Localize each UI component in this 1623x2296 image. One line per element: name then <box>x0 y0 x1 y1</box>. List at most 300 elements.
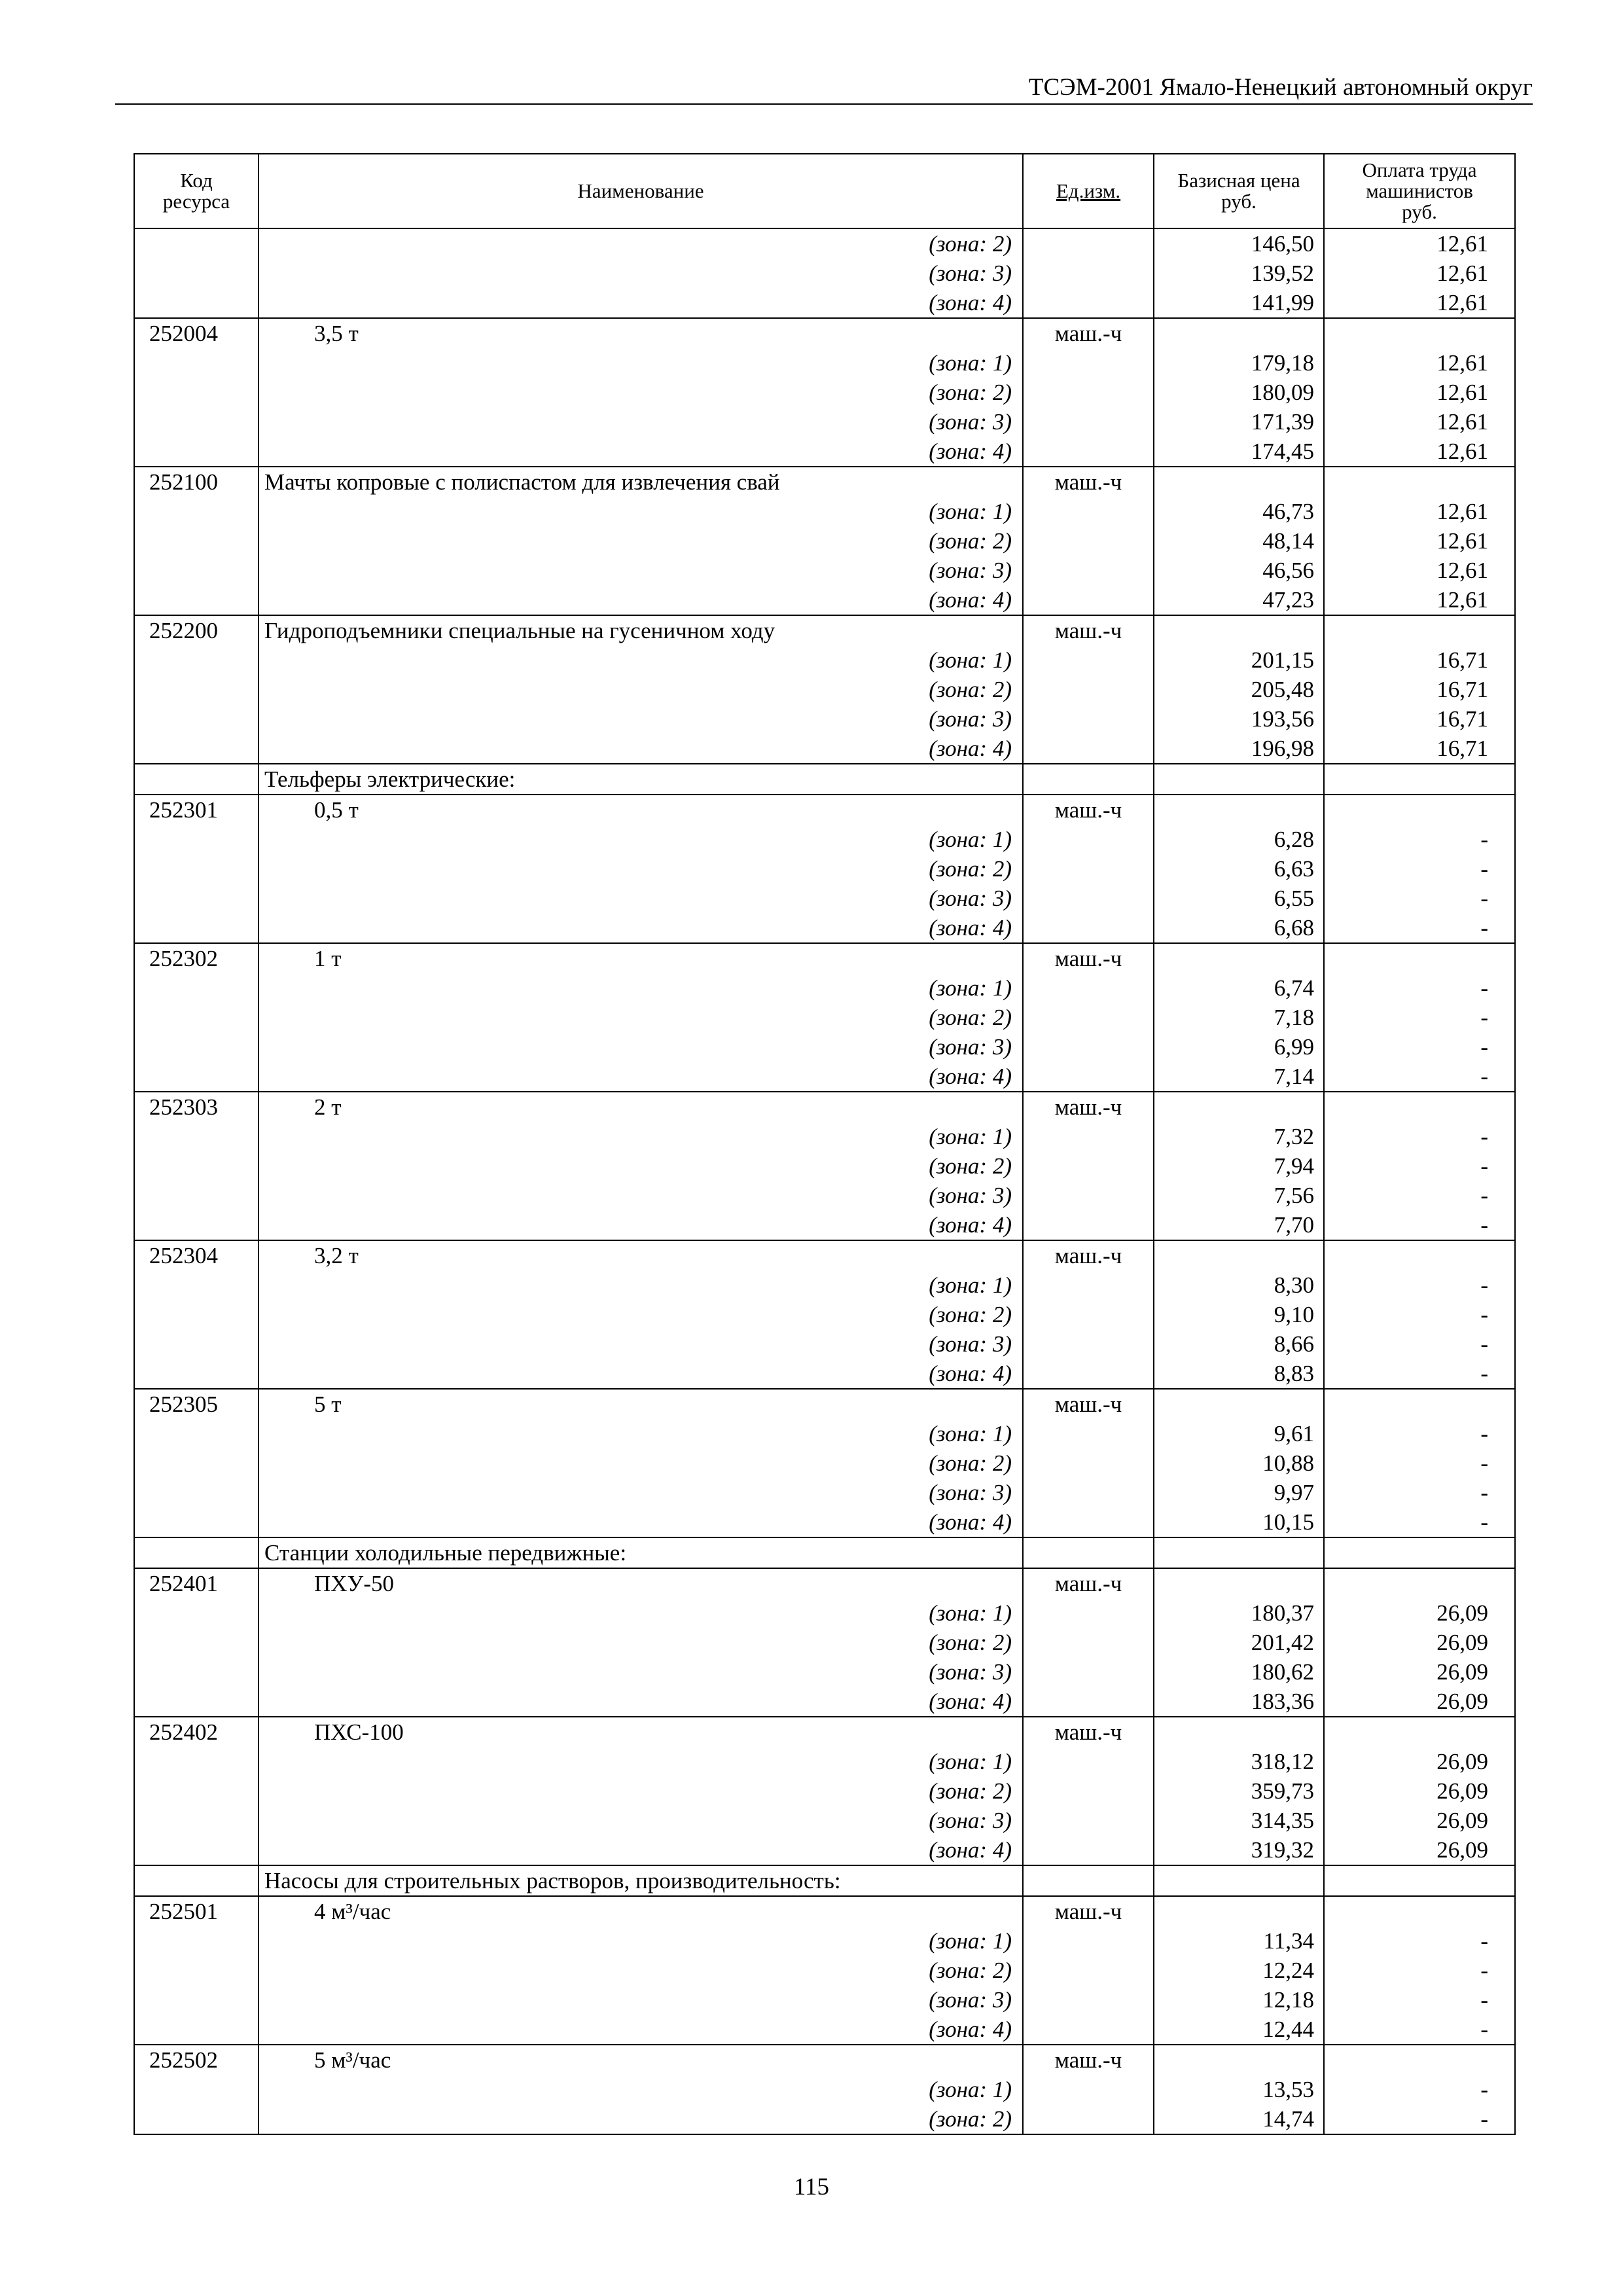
cell-code <box>134 437 259 467</box>
cell-code <box>134 556 259 585</box>
table-row <box>134 556 1515 585</box>
cell-name: (зона: 3) <box>259 556 1023 585</box>
cell-code <box>134 348 259 378</box>
cell-name: (зона: 4) <box>259 2015 1023 2045</box>
cell-unit <box>1023 645 1154 675</box>
cell-price: 7,70 <box>1154 1210 1324 1240</box>
table-row <box>134 378 1515 407</box>
cell-name: (зона: 2) <box>259 1956 1023 1985</box>
cell-price <box>1154 1240 1324 1270</box>
table-row <box>134 854 1515 884</box>
cell-code <box>134 407 259 437</box>
cell-code <box>134 1062 259 1092</box>
cell-unit <box>1023 884 1154 913</box>
cell-price: 9,61 <box>1154 1419 1324 1448</box>
cell-code <box>134 2075 259 2104</box>
cell-unit: маш.-ч <box>1023 1389 1154 1419</box>
table-row <box>134 1598 1515 1628</box>
table-body <box>134 228 1515 2134</box>
table-row <box>134 1270 1515 1300</box>
cell-price: 7,14 <box>1154 1062 1324 1092</box>
cell-code <box>134 1657 259 1687</box>
cell-unit: маш.-ч <box>1023 1717 1154 1747</box>
cell-unit <box>1023 1956 1154 1985</box>
table-row <box>134 795 1515 825</box>
cell-code <box>134 1032 259 1062</box>
cell-pay: - <box>1324 973 1515 1003</box>
table-row <box>134 1181 1515 1210</box>
table-row <box>134 585 1515 615</box>
cell-pay: - <box>1324 2015 1515 2045</box>
cell-name: (зона: 3) <box>259 1806 1023 1835</box>
cell-name: (зона: 4) <box>259 585 1023 615</box>
cell-pay: 12,61 <box>1324 288 1515 318</box>
cell-unit: маш.-ч <box>1023 467 1154 497</box>
cell-name: (зона: 4) <box>259 913 1023 943</box>
cell-name: (зона: 1) <box>259 497 1023 526</box>
cell-unit <box>1023 1478 1154 1507</box>
cell-name: (зона: 1) <box>259 348 1023 378</box>
cell-name: (зона: 3) <box>259 1181 1023 1210</box>
cell-name: (зона: 1) <box>259 825 1023 854</box>
machine-price-table <box>134 153 1516 2135</box>
cell-pay: - <box>1324 2104 1515 2134</box>
cell-price: 14,74 <box>1154 2104 1324 2134</box>
table-row <box>134 467 1515 497</box>
cell-price: 146,50 <box>1154 228 1324 259</box>
cell-unit <box>1023 1537 1154 1568</box>
cell-name: Тельферы электрические: <box>259 764 1023 795</box>
header-rule <box>115 103 1533 105</box>
cell-pay: - <box>1324 1181 1515 1210</box>
table-row <box>134 318 1515 348</box>
table-row <box>134 884 1515 913</box>
table-row <box>134 1151 1515 1181</box>
cell-name: (зона: 4) <box>259 1359 1023 1389</box>
cell-code <box>134 734 259 764</box>
cell-pay: - <box>1324 1448 1515 1478</box>
cell-name: 0,5 т <box>259 795 1023 825</box>
cell-code <box>134 1478 259 1507</box>
table-row <box>134 2015 1515 2045</box>
table-row <box>134 675 1515 704</box>
table-row <box>134 913 1515 943</box>
cell-unit <box>1023 437 1154 467</box>
cell-code <box>134 585 259 615</box>
cell-price: 8,30 <box>1154 1270 1324 1300</box>
cell-code <box>134 913 259 943</box>
cell-unit <box>1023 2075 1154 2104</box>
cell-price <box>1154 318 1324 348</box>
cell-price: 318,12 <box>1154 1747 1324 1776</box>
cell-unit: маш.-ч <box>1023 1568 1154 1598</box>
cell-code <box>134 1985 259 2015</box>
table-row <box>134 1717 1515 1747</box>
cell-unit <box>1023 1628 1154 1657</box>
cell-code <box>134 1926 259 1956</box>
cell-code <box>134 1151 259 1181</box>
cell-unit <box>1023 1985 1154 2015</box>
cell-code <box>134 1003 259 1032</box>
cell-pay: - <box>1324 1151 1515 1181</box>
cell-code <box>134 675 259 704</box>
cell-pay: 12,61 <box>1324 437 1515 467</box>
cell-code: 252502 <box>134 2045 259 2075</box>
cell-unit <box>1023 1507 1154 1537</box>
cell-pay: - <box>1324 825 1515 854</box>
cell-pay: 26,09 <box>1324 1806 1515 1835</box>
cell-pay <box>1324 795 1515 825</box>
cell-name: (зона: 1) <box>259 1598 1023 1628</box>
table-row <box>134 1419 1515 1448</box>
cell-price: 6,63 <box>1154 854 1324 884</box>
cell-pay: - <box>1324 1062 1515 1092</box>
table-row <box>134 228 1515 259</box>
cell-unit <box>1023 288 1154 318</box>
cell-pay <box>1324 1092 1515 1122</box>
cell-name: (зона: 4) <box>259 1062 1023 1092</box>
cell-pay <box>1324 1537 1515 1568</box>
cell-code <box>134 1747 259 1776</box>
cell-price: 6,74 <box>1154 973 1324 1003</box>
cell-code <box>134 645 259 675</box>
cell-unit <box>1023 825 1154 854</box>
cell-pay: 26,09 <box>1324 1657 1515 1687</box>
cell-pay <box>1324 764 1515 795</box>
cell-name: (зона: 2) <box>259 1776 1023 1806</box>
column-header-unit: Ед.изм. <box>1023 154 1154 228</box>
cell-code <box>134 1537 259 1568</box>
cell-name: (зона: 1) <box>259 645 1023 675</box>
cell-name: (зона: 4) <box>259 734 1023 764</box>
cell-unit <box>1023 704 1154 734</box>
cell-code <box>134 497 259 526</box>
table-row <box>134 526 1515 556</box>
table-row <box>134 1628 1515 1657</box>
cell-name: Мачты копровые с полиспастом для извлечения свай <box>259 467 1023 497</box>
cell-code <box>134 2015 259 2045</box>
cell-name: 5 м³/час <box>259 2045 1023 2075</box>
cell-pay <box>1324 1896 1515 1926</box>
cell-price: 6,68 <box>1154 913 1324 943</box>
cell-code: 252304 <box>134 1240 259 1270</box>
cell-name: (зона: 3) <box>259 884 1023 913</box>
cell-name: (зона: 3) <box>259 1985 1023 2015</box>
cell-pay: 12,61 <box>1324 348 1515 378</box>
cell-name: (зона: 4) <box>259 1507 1023 1537</box>
cell-name: (зона: 1) <box>259 973 1023 1003</box>
cell-pay <box>1324 2045 1515 2075</box>
cell-code <box>134 1628 259 1657</box>
cell-price: 171,39 <box>1154 407 1324 437</box>
cell-code <box>134 259 259 288</box>
cell-price: 201,42 <box>1154 1628 1324 1657</box>
cell-code <box>134 1122 259 1151</box>
cell-name: (зона: 1) <box>259 1270 1023 1300</box>
table-row <box>134 734 1515 764</box>
page-number: 115 <box>793 2174 830 2200</box>
cell-pay: 12,61 <box>1324 378 1515 407</box>
cell-price: 7,56 <box>1154 1181 1324 1210</box>
cell-unit <box>1023 1300 1154 1329</box>
cell-pay: - <box>1324 1359 1515 1389</box>
cell-name: 4 м³/час <box>259 1896 1023 1926</box>
cell-unit <box>1023 1210 1154 1240</box>
cell-pay <box>1324 467 1515 497</box>
table-row <box>134 1956 1515 1985</box>
cell-pay: - <box>1324 1478 1515 1507</box>
cell-code <box>134 288 259 318</box>
cell-unit <box>1023 973 1154 1003</box>
cell-code <box>134 704 259 734</box>
cell-code <box>134 1687 259 1717</box>
cell-price: 179,18 <box>1154 348 1324 378</box>
cell-price: 8,66 <box>1154 1329 1324 1359</box>
cell-code: 252004 <box>134 318 259 348</box>
cell-price: 46,73 <box>1154 497 1324 526</box>
cell-code <box>134 1329 259 1359</box>
table-row <box>134 1478 1515 1507</box>
table-row <box>134 1865 1515 1896</box>
cell-pay: - <box>1324 1507 1515 1537</box>
table-row <box>134 437 1515 467</box>
cell-unit <box>1023 1122 1154 1151</box>
cell-price: 141,99 <box>1154 288 1324 318</box>
cell-code: 252100 <box>134 467 259 497</box>
cell-pay: 12,61 <box>1324 556 1515 585</box>
cell-name: (зона: 1) <box>259 1747 1023 1776</box>
cell-unit <box>1023 1448 1154 1478</box>
cell-pay: - <box>1324 1956 1515 1985</box>
cell-price: 7,94 <box>1154 1151 1324 1181</box>
cell-unit <box>1023 1003 1154 1032</box>
cell-code <box>134 1300 259 1329</box>
cell-code <box>134 1181 259 1210</box>
cell-code <box>134 1448 259 1478</box>
table-row <box>134 1389 1515 1419</box>
cell-price <box>1154 795 1324 825</box>
cell-unit <box>1023 1687 1154 1717</box>
cell-unit <box>1023 1835 1154 1865</box>
cell-name: (зона: 4) <box>259 1687 1023 1717</box>
table-row <box>134 288 1515 318</box>
cell-unit <box>1023 1419 1154 1448</box>
table-row <box>134 1032 1515 1062</box>
table-row <box>134 1003 1515 1032</box>
cell-name: (зона: 4) <box>259 1835 1023 1865</box>
cell-code <box>134 378 259 407</box>
cell-price <box>1154 467 1324 497</box>
cell-name: (зона: 2) <box>259 526 1023 556</box>
cell-unit <box>1023 734 1154 764</box>
cell-price: 9,10 <box>1154 1300 1324 1329</box>
cell-code <box>134 854 259 884</box>
cell-pay: - <box>1324 1329 1515 1359</box>
cell-code <box>134 1419 259 1448</box>
cell-pay <box>1324 1717 1515 1747</box>
table-row <box>134 825 1515 854</box>
cell-pay <box>1324 1568 1515 1598</box>
table-row <box>134 1687 1515 1717</box>
cell-name: (зона: 2) <box>259 1448 1023 1478</box>
cell-pay: - <box>1324 884 1515 913</box>
cell-code: 252305 <box>134 1389 259 1419</box>
cell-name: ПХС-100 <box>259 1717 1023 1747</box>
cell-code <box>134 1598 259 1628</box>
table-header-row <box>134 154 1515 228</box>
cell-unit <box>1023 526 1154 556</box>
cell-unit: маш.-ч <box>1023 943 1154 973</box>
cell-pay: - <box>1324 1300 1515 1329</box>
column-header-price: Базисная цена руб. <box>1154 154 1324 228</box>
cell-code <box>134 1835 259 1865</box>
cell-unit: маш.-ч <box>1023 795 1154 825</box>
cell-name: (зона: 2) <box>259 1003 1023 1032</box>
cell-unit <box>1023 1747 1154 1776</box>
cell-name: (зона: 3) <box>259 1329 1023 1359</box>
table-row <box>134 973 1515 1003</box>
cell-pay <box>1324 1865 1515 1896</box>
cell-unit <box>1023 228 1154 259</box>
cell-pay: 12,61 <box>1324 497 1515 526</box>
cell-price: 183,36 <box>1154 1687 1324 1717</box>
cell-pay: - <box>1324 1419 1515 1448</box>
cell-code <box>134 1865 259 1896</box>
cell-price: 7,18 <box>1154 1003 1324 1032</box>
cell-price: 11,34 <box>1154 1926 1324 1956</box>
cell-code <box>134 1270 259 1300</box>
table-row <box>134 764 1515 795</box>
cell-pay: - <box>1324 1926 1515 1956</box>
cell-code: 252401 <box>134 1568 259 1598</box>
table-row <box>134 2045 1515 2075</box>
cell-unit <box>1023 1865 1154 1896</box>
cell-unit <box>1023 1181 1154 1210</box>
cell-unit: маш.-ч <box>1023 1240 1154 1270</box>
cell-name: (зона: 1) <box>259 1926 1023 1956</box>
cell-price: 180,09 <box>1154 378 1324 407</box>
table-row <box>134 943 1515 973</box>
cell-pay: - <box>1324 1032 1515 1062</box>
cell-code: 252303 <box>134 1092 259 1122</box>
table-row <box>134 1507 1515 1537</box>
table-row <box>134 2104 1515 2134</box>
cell-unit <box>1023 854 1154 884</box>
cell-unit: маш.-ч <box>1023 615 1154 645</box>
cell-unit <box>1023 2104 1154 2134</box>
cell-pay: 26,09 <box>1324 1835 1515 1865</box>
cell-unit <box>1023 497 1154 526</box>
cell-price: 205,48 <box>1154 675 1324 704</box>
cell-unit: маш.-ч <box>1023 2045 1154 2075</box>
cell-name: (зона: 1) <box>259 2075 1023 2104</box>
table-row <box>134 259 1515 288</box>
cell-pay <box>1324 615 1515 645</box>
table-row <box>134 2075 1515 2104</box>
cell-pay <box>1324 1240 1515 1270</box>
running-header-title: ТСЭМ-2001 Ямало-Ненецкий автономный округ <box>1028 74 1533 101</box>
cell-unit: маш.-ч <box>1023 1896 1154 1926</box>
cell-pay: 16,71 <box>1324 734 1515 764</box>
table-row <box>134 1747 1515 1776</box>
cell-code <box>134 1956 259 1985</box>
cell-unit <box>1023 675 1154 704</box>
cell-name: (зона: 3) <box>259 1478 1023 1507</box>
cell-pay: 12,61 <box>1324 526 1515 556</box>
cell-price <box>1154 1092 1324 1122</box>
cell-pay: 16,71 <box>1324 645 1515 675</box>
table-row <box>134 1985 1515 2015</box>
cell-price: 9,97 <box>1154 1478 1324 1507</box>
cell-price: 359,73 <box>1154 1776 1324 1806</box>
cell-price: 6,55 <box>1154 884 1324 913</box>
cell-price <box>1154 1865 1324 1896</box>
cell-unit <box>1023 1270 1154 1300</box>
cell-unit: маш.-ч <box>1023 318 1154 348</box>
table-row <box>134 1300 1515 1329</box>
cell-name: 3,5 т <box>259 318 1023 348</box>
table-row <box>134 1657 1515 1687</box>
cell-pay: 26,09 <box>1324 1598 1515 1628</box>
cell-pay <box>1324 1389 1515 1419</box>
cell-price: 314,35 <box>1154 1806 1324 1835</box>
cell-pay: 26,09 <box>1324 1776 1515 1806</box>
cell-pay: - <box>1324 854 1515 884</box>
cell-price: 180,37 <box>1154 1598 1324 1628</box>
cell-unit: маш.-ч <box>1023 1092 1154 1122</box>
cell-name: (зона: 2) <box>259 228 1023 259</box>
cell-pay: 26,09 <box>1324 1628 1515 1657</box>
cell-code <box>134 884 259 913</box>
cell-pay: 12,61 <box>1324 585 1515 615</box>
cell-name: (зона: 2) <box>259 675 1023 704</box>
cell-pay: 12,61 <box>1324 259 1515 288</box>
table-row <box>134 1835 1515 1865</box>
cell-pay: 16,71 <box>1324 675 1515 704</box>
cell-code <box>134 1776 259 1806</box>
table-row <box>134 1359 1515 1389</box>
cell-name: (зона: 2) <box>259 2104 1023 2134</box>
cell-name: (зона: 1) <box>259 1419 1023 1448</box>
cell-unit <box>1023 1598 1154 1628</box>
cell-code <box>134 1806 259 1835</box>
cell-price: 180,62 <box>1154 1657 1324 1687</box>
cell-unit <box>1023 348 1154 378</box>
cell-name: Насосы для строительных растворов, производительность: <box>259 1865 1023 1896</box>
table-row <box>134 1062 1515 1092</box>
table-row <box>134 1092 1515 1122</box>
cell-code <box>134 1359 259 1389</box>
cell-price: 8,83 <box>1154 1359 1324 1389</box>
cell-price: 47,23 <box>1154 585 1324 615</box>
cell-price <box>1154 1896 1324 1926</box>
cell-name: (зона: 2) <box>259 1151 1023 1181</box>
cell-price <box>1154 1717 1324 1747</box>
cell-pay: 16,71 <box>1324 704 1515 734</box>
table-row <box>134 497 1515 526</box>
cell-pay: 26,09 <box>1324 1747 1515 1776</box>
cell-price: 139,52 <box>1154 259 1324 288</box>
cell-name: 2 т <box>259 1092 1023 1122</box>
cell-name: (зона: 2) <box>259 1300 1023 1329</box>
cell-unit <box>1023 407 1154 437</box>
cell-unit <box>1023 1776 1154 1806</box>
cell-unit <box>1023 1032 1154 1062</box>
table-row <box>134 1329 1515 1359</box>
cell-unit <box>1023 2015 1154 2045</box>
cell-code: 252301 <box>134 795 259 825</box>
table-row <box>134 1806 1515 1835</box>
